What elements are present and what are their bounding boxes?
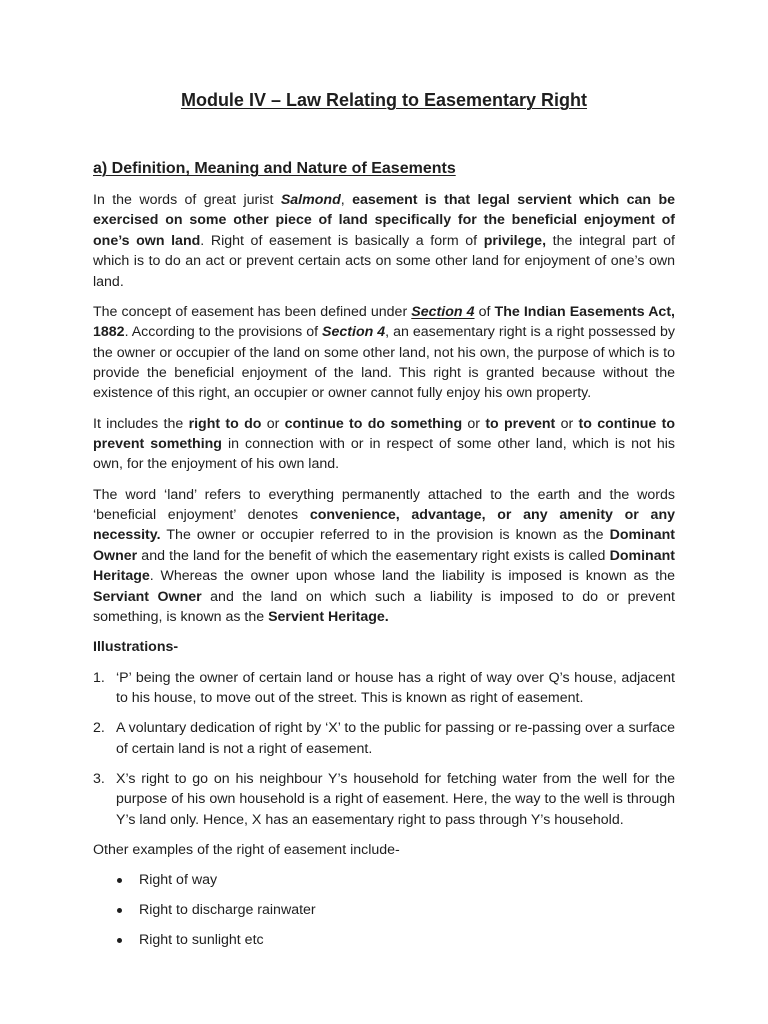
example-text: Right to sunlight etc (139, 932, 264, 949)
item-text: A voluntary dedication of right by ‘X’ to the public for passing or re-passing over a surface of certain land is not a right of easement. (116, 720, 675, 757)
text-run: . According to the provisions of (124, 324, 323, 341)
example-text: Right of way (139, 871, 218, 888)
example-list-item (93, 930, 675, 950)
illustration-item (93, 769, 675, 830)
illustrations-heading: Illustrations- (93, 639, 179, 656)
text-run: , (340, 192, 353, 208)
definition-bold-phrase: easement is that legal servient which can be exercised on some other piece of land specifically for the beneficial enjoyment of one’s own land (93, 192, 675, 249)
text-run: and the land on which such a liability is imposed to do or prevent something, is known as the (93, 588, 675, 626)
bold-phrase: convenience, advantage, or any amenity or any necessity. (93, 507, 675, 544)
bold-phrase: to continue to prevent something (93, 415, 675, 453)
illustration-item (93, 668, 675, 709)
text-run: . Whereas the owner upon whose land the liability is imposed is known as the (149, 568, 675, 585)
includes-paragraph (93, 414, 675, 475)
item-text: X’s right to go on his neighbour Y’s household for fetching water from the well for the purpose of his own household is a right of easement. Here, the way to the well is through Y’s land only. Hence, X has an easementary right to pass through Y’s household. (116, 770, 675, 828)
section-heading: a) Definition, Meaning and Nature of Easements (93, 160, 456, 177)
bold-phrase: to prevent (485, 415, 556, 432)
bullet-icon (117, 908, 122, 913)
example-list-item (93, 870, 675, 890)
item-number: 3. (93, 770, 105, 787)
item-text: ‘P’ being the owner of certain land or house has a right of way over Q’s house, adjacent to his house, to move out of the street. This is known as right of easement. (116, 669, 675, 706)
text-run: or (462, 415, 486, 432)
section-reference: Section 4 (411, 303, 475, 320)
module-title: Module IV – Law Relating to Easementary Right (180, 90, 588, 110)
text-run: or (261, 415, 285, 432)
example-list-item (93, 900, 675, 920)
definition-paragraph (93, 190, 675, 292)
illustration-item (93, 718, 675, 759)
dominant-owner-term: Dominant Owner (93, 527, 675, 564)
text-run: , an easementary right is a right possessed by the owner or occupier of the land on some other land, not his own, the purpose of which is to provide the beneficial enjoyment of the land. This right is granted because without the existence of this right, an occupier or owner cannot fully enjoy his own property. (93, 324, 676, 402)
bullet-icon (117, 878, 122, 883)
act-name: The Indian Easements Act, 1882 (93, 303, 675, 341)
item-number: 2. (93, 720, 105, 737)
text-run: The concept of easement has been defined under (93, 303, 412, 320)
bold-phrase: right to do (188, 415, 262, 432)
text-run: The owner or occupier referred to in the provision is known as the (160, 527, 610, 544)
item-number: 1. (93, 669, 105, 686)
text-run: the integral part of which is to do an act or prevent certain acts on some other land for enjoyment of one’s own land. (93, 232, 675, 290)
text-run: The word ‘land’ refers to everything permanently attached to the earth and the words ‘beneficial enjoyment’ denotes (93, 486, 675, 524)
text-run: of (474, 303, 495, 320)
servient-heritage-term: Servient Heritage. (268, 609, 389, 626)
example-text: Right to discharge rainwater (139, 902, 316, 919)
jurist-name: Salmond (280, 192, 341, 208)
examples-intro: Other examples of the right of easement include- (93, 841, 400, 858)
bold-phrase: continue to do something (284, 415, 463, 432)
dominant-heritage-term: Dominant Heritage (93, 547, 675, 585)
page-content (93, 88, 675, 961)
text-run: In the words of great jurist (93, 192, 281, 208)
text-run: and the land for the benefit of which the easementary right exists is called (137, 547, 610, 564)
statute-paragraph (93, 302, 675, 404)
privilege-term: privilege, (483, 232, 547, 249)
land-paragraph (93, 485, 675, 628)
text-run: or (555, 415, 579, 432)
text-run: . Right of easement is basically a form of (200, 232, 484, 249)
bullet-icon (117, 938, 122, 943)
text-run: in connection with or in respect of some other land, which is not his own, for the enjoyment of his own land. (93, 436, 675, 473)
serviant-owner-term: Serviant Owner (93, 588, 202, 605)
text-run: It includes the (93, 415, 189, 432)
section-reference: Section 4 (322, 324, 386, 341)
